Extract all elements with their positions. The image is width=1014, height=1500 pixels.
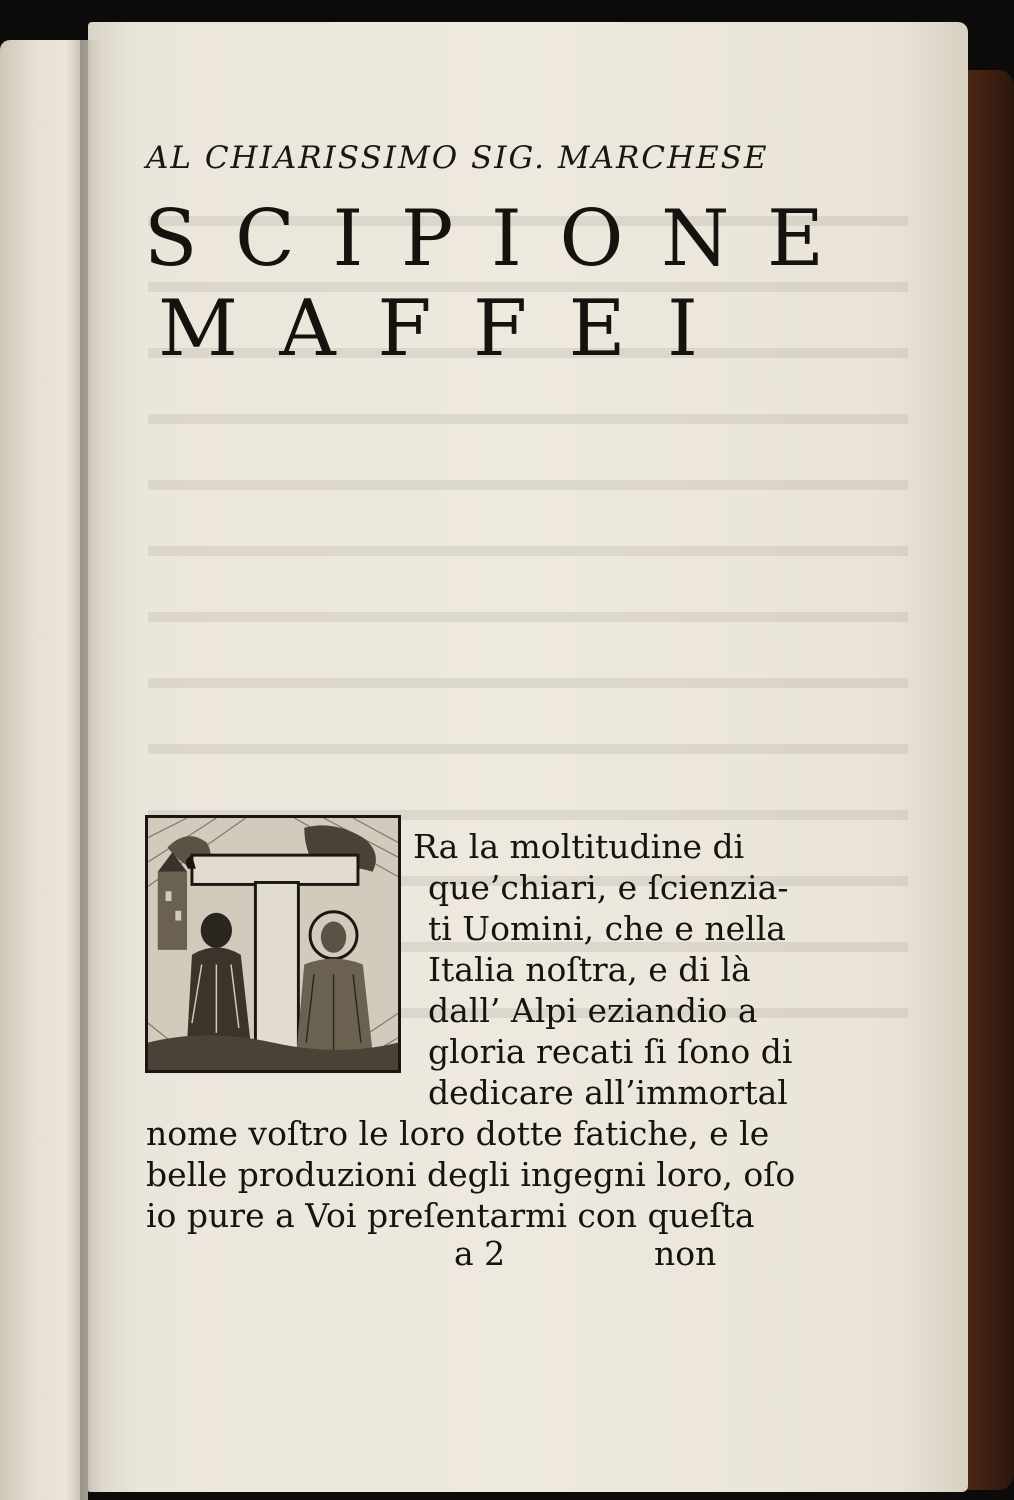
name-letter: F — [472, 284, 528, 374]
signature-mark: a 2 — [454, 1234, 506, 1273]
catchword: non — [654, 1234, 717, 1273]
name-letter: C — [235, 194, 295, 284]
name-letter: M — [158, 284, 238, 374]
name-letter: A — [279, 284, 336, 374]
name-letter: E — [767, 194, 824, 284]
name-letter: E — [568, 284, 626, 374]
name-letter: I — [332, 194, 364, 284]
name-letter: I — [491, 194, 522, 284]
name-letter: O — [559, 194, 624, 284]
name-letter: N — [661, 194, 730, 284]
body-line: belle produzioni degli ingegni loro, oſo — [146, 1155, 796, 1194]
body-line: que’chiari, e ſcienzia- — [428, 868, 789, 907]
name-line-scipione — [144, 194, 824, 284]
facing-page-edge — [0, 40, 88, 1500]
body-line: Ra la moltitudine di — [413, 827, 745, 866]
spine-shadow — [80, 40, 102, 1500]
body-line: dall’ Alpi eziandio a — [428, 991, 758, 1030]
body-line: ti Uomini, che e nella — [428, 909, 786, 948]
name-letter: F — [377, 284, 432, 374]
name-letter: I — [667, 284, 698, 374]
body-line: gloria recati ſi ſono di — [428, 1032, 793, 1071]
body-line: nome voſtro le loro dotte fatiche, e le — [146, 1114, 770, 1153]
body-line: dedicare all’immortal — [428, 1073, 788, 1112]
dedication-header: AL CHIARISSIMO SIG. MARCHESE — [146, 140, 769, 176]
body-line: Italia noſtra, e di là — [428, 950, 751, 989]
woodcut-saints-illustration — [148, 818, 398, 1070]
name-line-maffei — [158, 284, 698, 374]
name-letter: P — [400, 194, 454, 284]
book-page — [88, 22, 968, 1492]
woodcut-initial-t — [145, 815, 401, 1073]
name-letter: S — [144, 194, 198, 284]
body-line: io pure a Voi preſentarmi con queſta — [146, 1196, 755, 1235]
